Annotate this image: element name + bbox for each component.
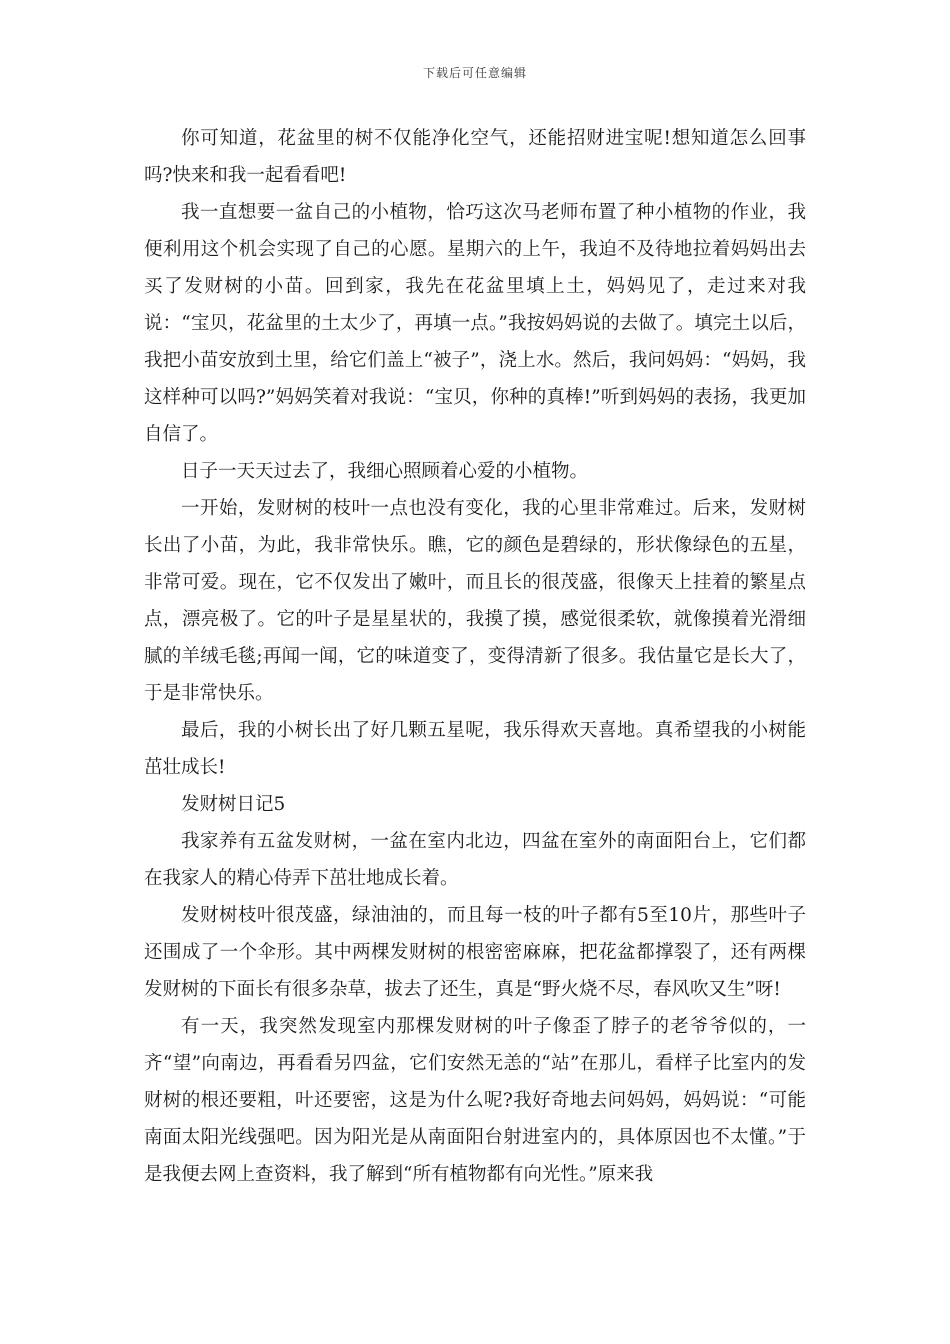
paragraph-phototropism: 有一天，我突然发现室内那棵发财树的叶子像歪了脖子的老爷爷似的，一齐“望”向南边，再看看另四盆，它们安然无恙的“站”在那儿，看样子比室内的发财树的根还要粗，叶还要密，这是为什么呢?我好奇地去问妈妈，妈妈说：“可能南面太阳光线强吧。因为阳光是从南面阳台射进室内的，具体原因也不太懂。”于是我便去网上查资料，我了解到“所有植物都有向光性。”原来我	[144, 1016, 806, 1185]
paragraph-planting: 我一直想要一盆自己的小植物，恰巧这次马老师布置了种小植物的作业，我便利用这个机会实现了自己的心愿。星期六的上午，我迫不及待地拉着妈妈出去买了发财树的小苗。回到家，我先在花盆里填上土，妈妈见了，走过来对我说：“宝贝，花盆里的土太少了，再填一点。”我按妈妈说的去做了。填完土以后，我把小苗安放到土里，给它们盖上“被子”，浇上水。然后，我问妈妈：“妈妈，我这样种可以吗?”妈妈笑着对我说：“宝贝，你种的真棒!”听到妈妈的表扬，我更加自信了。	[144, 202, 806, 445]
page-header: 下载后可任意编辑	[422, 66, 527, 80]
section-title: 发财树日记5	[181, 794, 286, 815]
document-body	[144, 120, 806, 1193]
paragraph-five-pots: 我家养有五盆发财树，一盆在室内北边，四盆在室外的南面阳台上，它们都在我家人的精心侍弄下茁壮地成长着。	[144, 831, 806, 889]
paragraph-growth: 一开始，发财树的枝叶一点也没有变化，我的心里非常难过。后来，发财树长出了小苗，为此，我非常快乐。瞧，它的颜色是碧绿的，形状像绿色的五星，非常可爱。现在，它不仅发出了嫩叶，而且长的很茂盛，很像天上挂着的繁星点点，漂亮极了。它的叶子是星星状的，我摸了摸，感觉很柔软，就像摸着光滑细腻的羊绒毛毯;再闻一闻，它的味道变了，变得清新了很多。我估量它是长大了，于是非常快乐。	[144, 498, 806, 704]
paragraph-leaves: 发财树枝叶很茂盛，绿油油的，而且每一枝的叶子都有5至10片，那些叶子还围成了一个伞形。其中两棵发财树的根密密麻麻，把花盆都撑裂了，还有两棵发财树的下面长有很多杂草，拔去了还生，真是“野火烧不尽，春风吹又生”呀!	[144, 905, 806, 1000]
paragraph-conclusion: 最后，我的小树长出了好几颗五星呢，我乐得欢天喜地。真希望我的小树能茁壮成长!	[144, 720, 806, 778]
paragraph-days-pass: 日子一天天过去了，我细心照顾着心爱的小植物。	[181, 461, 589, 482]
paragraph-intro: 你可知道，花盆里的树不仅能净化空气，还能招财进宝呢!想知道怎么回事吗?快来和我一起看看吧!	[144, 128, 806, 186]
